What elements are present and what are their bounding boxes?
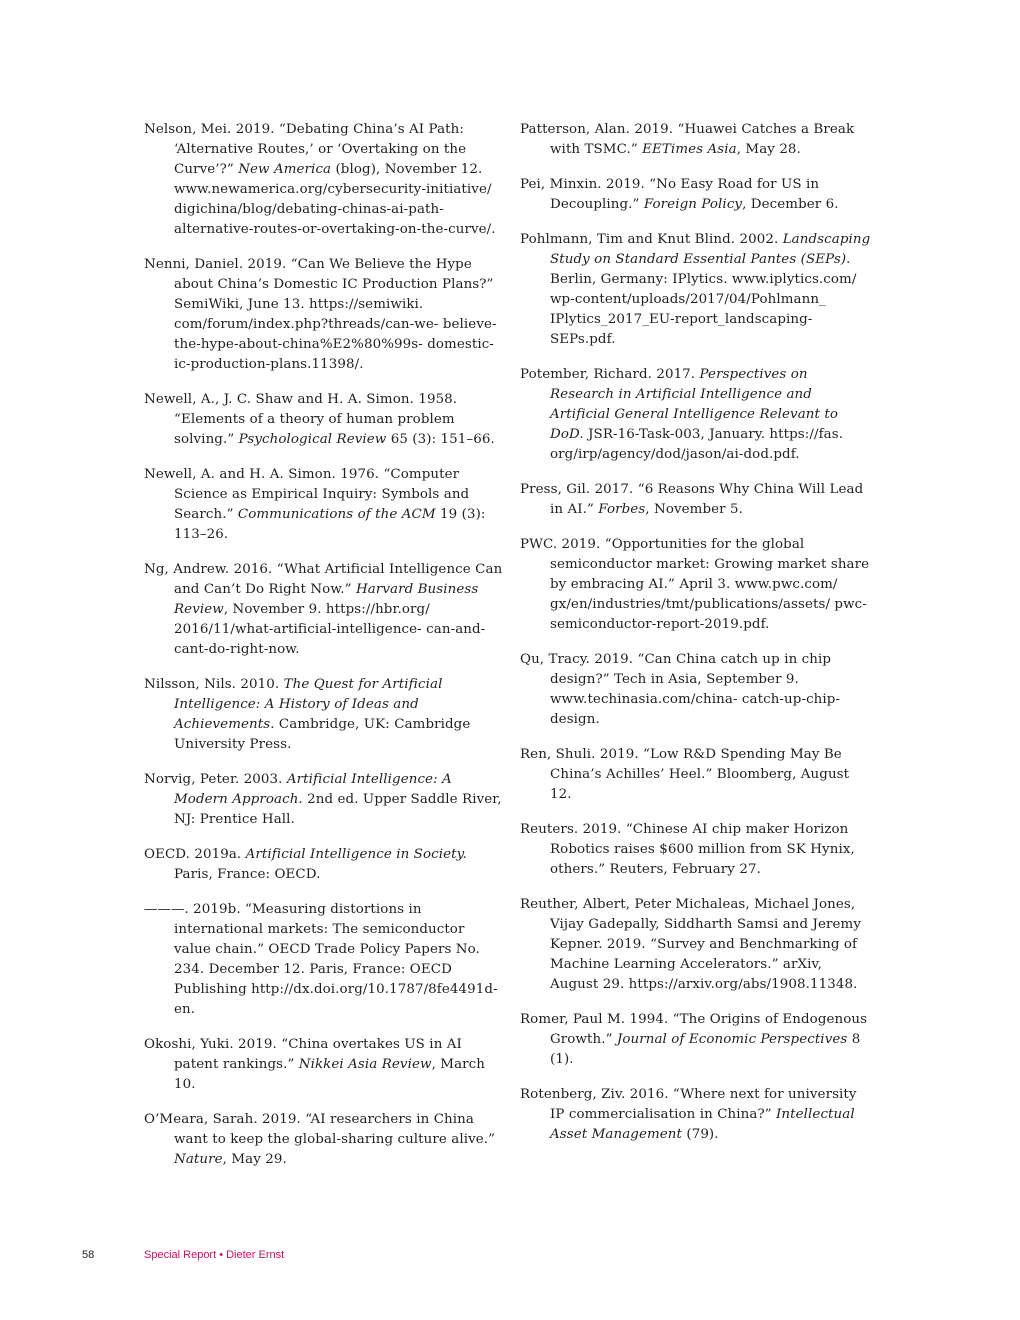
references-column-left [144, 120, 504, 1185]
reference-entry [144, 560, 504, 660]
reference-entry [520, 1010, 872, 1070]
reference-entry [144, 845, 504, 885]
running-title: Special Report • Dieter Ernst [144, 1249, 285, 1261]
reference-text: Newell, A. and H. A. Simon. 1976. “Computer Science as Empirical Inquiry: Symbols and Search.” [144, 467, 470, 522]
reference-text: , November 9. https://hbr.org/ 2016/11/what-artificial-intelligence- can-and-cant-do-right-now. [174, 602, 486, 657]
reference-entry [144, 120, 504, 240]
reference-entry [520, 175, 872, 215]
reference-text: Okoshi, Yuki. 2019. “China overtakes US in AI patent rankings.” [144, 1037, 462, 1072]
reference-text: Rotenberg, Ziv. 2016. “Where next for university IP commercialisation in China?” [520, 1087, 857, 1122]
reference-text: Press, Gil. 2017. “6 Reasons Why China Will Lead in AI.” [520, 482, 864, 517]
reference-italic-text: Artificial Intelligence in Society. [245, 847, 467, 862]
reference-text: , May 29. [222, 1152, 287, 1167]
reference-entry [520, 745, 872, 805]
reference-text: Ng, Andrew. 2016. “What Artificial Intelligence Can and Can’t Do Right Now.” [144, 562, 503, 597]
reference-text: Qu, Tracy. 2019. “Can China catch up in chip design?” Tech in Asia, September 9. www.techinasia.com/china- catch-up-chip-design. [520, 652, 841, 727]
reference-text: OECD. 2019a. [144, 847, 246, 862]
reference-text: Pohlmann, Tim and Knut Blind. 2002. [520, 232, 783, 247]
reference-italic-text: Nikkei Asia Review [298, 1057, 432, 1072]
reference-italic-text: Foreign Policy [643, 197, 743, 212]
reference-text: Pei, Minxin. 2019. “No Easy Road for US in Decoupling.” [520, 177, 820, 212]
reference-italic-text: Forbes [598, 502, 646, 517]
references-column-right [520, 120, 872, 1160]
reference-text: 2nd ed. Upper Saddle River, NJ: Prentice Hall. [174, 792, 502, 827]
reference-entry [144, 390, 504, 450]
reference-text: Patterson, Alan. 2019. “Huawei Catches a Break with TSMC.” [520, 122, 855, 157]
reference-entry [144, 1035, 504, 1095]
reference-entry [520, 895, 872, 995]
reference-italic-text: Communications of the ACM [237, 507, 436, 522]
reference-italic-text: Nature [174, 1152, 223, 1167]
reference-text: , May 28. [736, 142, 801, 157]
reference-text: , November 5. [645, 502, 744, 517]
reference-italic-text: EETimes Asia [642, 142, 737, 157]
reference-italic-text: Journal of Economic Perspectives [616, 1032, 848, 1047]
reference-entry [520, 480, 872, 520]
reference-entry [520, 535, 872, 635]
reference-text: Newell, A., J. C. Shaw and H. A. Simon. 1958. “Elements of a theory of human problem solving.” [144, 392, 458, 447]
reference-italic-text: Intellectual Asset Management [550, 1107, 855, 1142]
reference-italic-text: Psychological Review [238, 432, 387, 447]
reference-text: , March 10. [174, 1057, 485, 1092]
reference-text: Reuters. 2019. “Chinese AI chip maker Horizon Robotics raises $600 million from SK Hynix, others.” Reuters, February 27. [520, 822, 855, 877]
reference-text: Norvig, Peter. 2003. [144, 772, 287, 787]
reference-text: ———. 2019b. “Measuring distortions in international markets: The semiconductor value chain.” OECD Trade Policy Papers No. 234. December 12. Paris, France: OECD Publishing http://dx.doi.org/10.1787/8fe4491d-en. [144, 902, 498, 1017]
reference-text: (79). [682, 1127, 719, 1142]
reference-text: PWC. 2019. “Opportunities for the global semiconductor market: Growing market share by embracing AI.” April 3. www.pwc.com/ gx/en/industries/tmt/publications/assets/ pwc-semiconductor-report-2019.pdf. [520, 537, 870, 632]
reference-text: Reuther, Albert, Peter Michaleas, Michael Jones, Vijay Gadepally, Siddharth Samsi and Jeremy Kepner. 2019. “Survey and Benchmarking of Machine Learning Accelerators.” arXiv, August 29. https://arxiv.org/abs/1908.11348. [520, 897, 862, 992]
reference-entry [144, 900, 504, 1020]
reference-text: , December 6. [742, 197, 839, 212]
reference-text: Nilsson, Nils. 2010. [144, 677, 284, 692]
reference-text: Potember, Richard. 2017. [520, 367, 700, 382]
reference-entry [520, 365, 872, 465]
reference-entry [144, 675, 504, 755]
reference-italic-text: Harvard Business Review [174, 582, 479, 617]
reference-text: O’Meara, Sarah. 2019. “AI researchers in China want to keep the global-sharing culture alive.” [144, 1112, 496, 1147]
reference-text: Romer, Paul M. 1994. “The Origins of Endogenous Growth.” [520, 1012, 868, 1047]
reference-text: 19 (3): 113–26. [174, 507, 486, 542]
reference-italic-text: The Quest for Artificial Intelligence: A History of Ideas and Achievements. [174, 677, 443, 732]
reference-text: Cambridge, UK: Cambridge University Press. [174, 717, 471, 752]
reference-entry [144, 770, 504, 830]
reference-entry [520, 650, 872, 730]
reference-italic-text: New America [238, 162, 332, 177]
reference-entry [520, 820, 872, 880]
reference-entry [144, 465, 504, 545]
reference-italic-text: Perspectives on Research in Artificial Intelligence and Artificial General Intelligence Relevant to DoD. [550, 367, 839, 442]
reference-entry [520, 120, 872, 160]
reference-text: JSR-16-Task-003, January. https://fas. org/irp/agency/dod/jason/ai-dod.pdf. [550, 427, 844, 462]
reference-italic-text: Landscaping Study on Standard Essential Pantes (SEPs). [550, 232, 871, 267]
reference-text: Ren, Shuli. 2019. “Low R&D Spending May Be China’s Achilles’ Heel.” Bloomberg, August 12. [520, 747, 850, 802]
reference-entry [144, 255, 504, 375]
reference-entry [520, 230, 872, 350]
reference-entry [144, 1110, 504, 1170]
reference-text: Paris, France: OECD. [174, 867, 321, 882]
reference-text: Nenni, Daniel. 2019. “Can We Believe the Hype about China’s Domestic IC Production Plans?” SemiWiki, June 13. https://semiwiki. com/forum/index.php?threads/can-we- believe-the-hype-about-china%E2%80%99s- domestic-ic-production-plans.11398/. [144, 257, 497, 372]
reference-text: (blog), November 12. www.newamerica.org/cybersecurity-initiative/ digichina/blog/debating-chinas-ai-path- alternative-routes-or-overtaking-on-the-curve/. [174, 162, 496, 237]
reference-text: Nelson, Mei. 2019. “Debating China’s AI Path: ‘Alternative Routes,’ or ‘Overtaking on the Curve’?” [144, 122, 467, 177]
reference-text: Berlin, Germany: IPlytics. www.iplytics.com/ wp-content/uploads/2017/04/Pohlmann_ IPlytics_2017_EU-report_landscaping-SEPs.pdf. [550, 272, 857, 347]
reference-text: 8 (1). [550, 1032, 861, 1067]
reference-italic-text: Artificial Intelligence: A Modern Approach. [174, 772, 452, 807]
reference-text: 65 (3): 151–66. [386, 432, 495, 447]
reference-entry [520, 1085, 872, 1145]
page-number: 58 [82, 1249, 95, 1261]
